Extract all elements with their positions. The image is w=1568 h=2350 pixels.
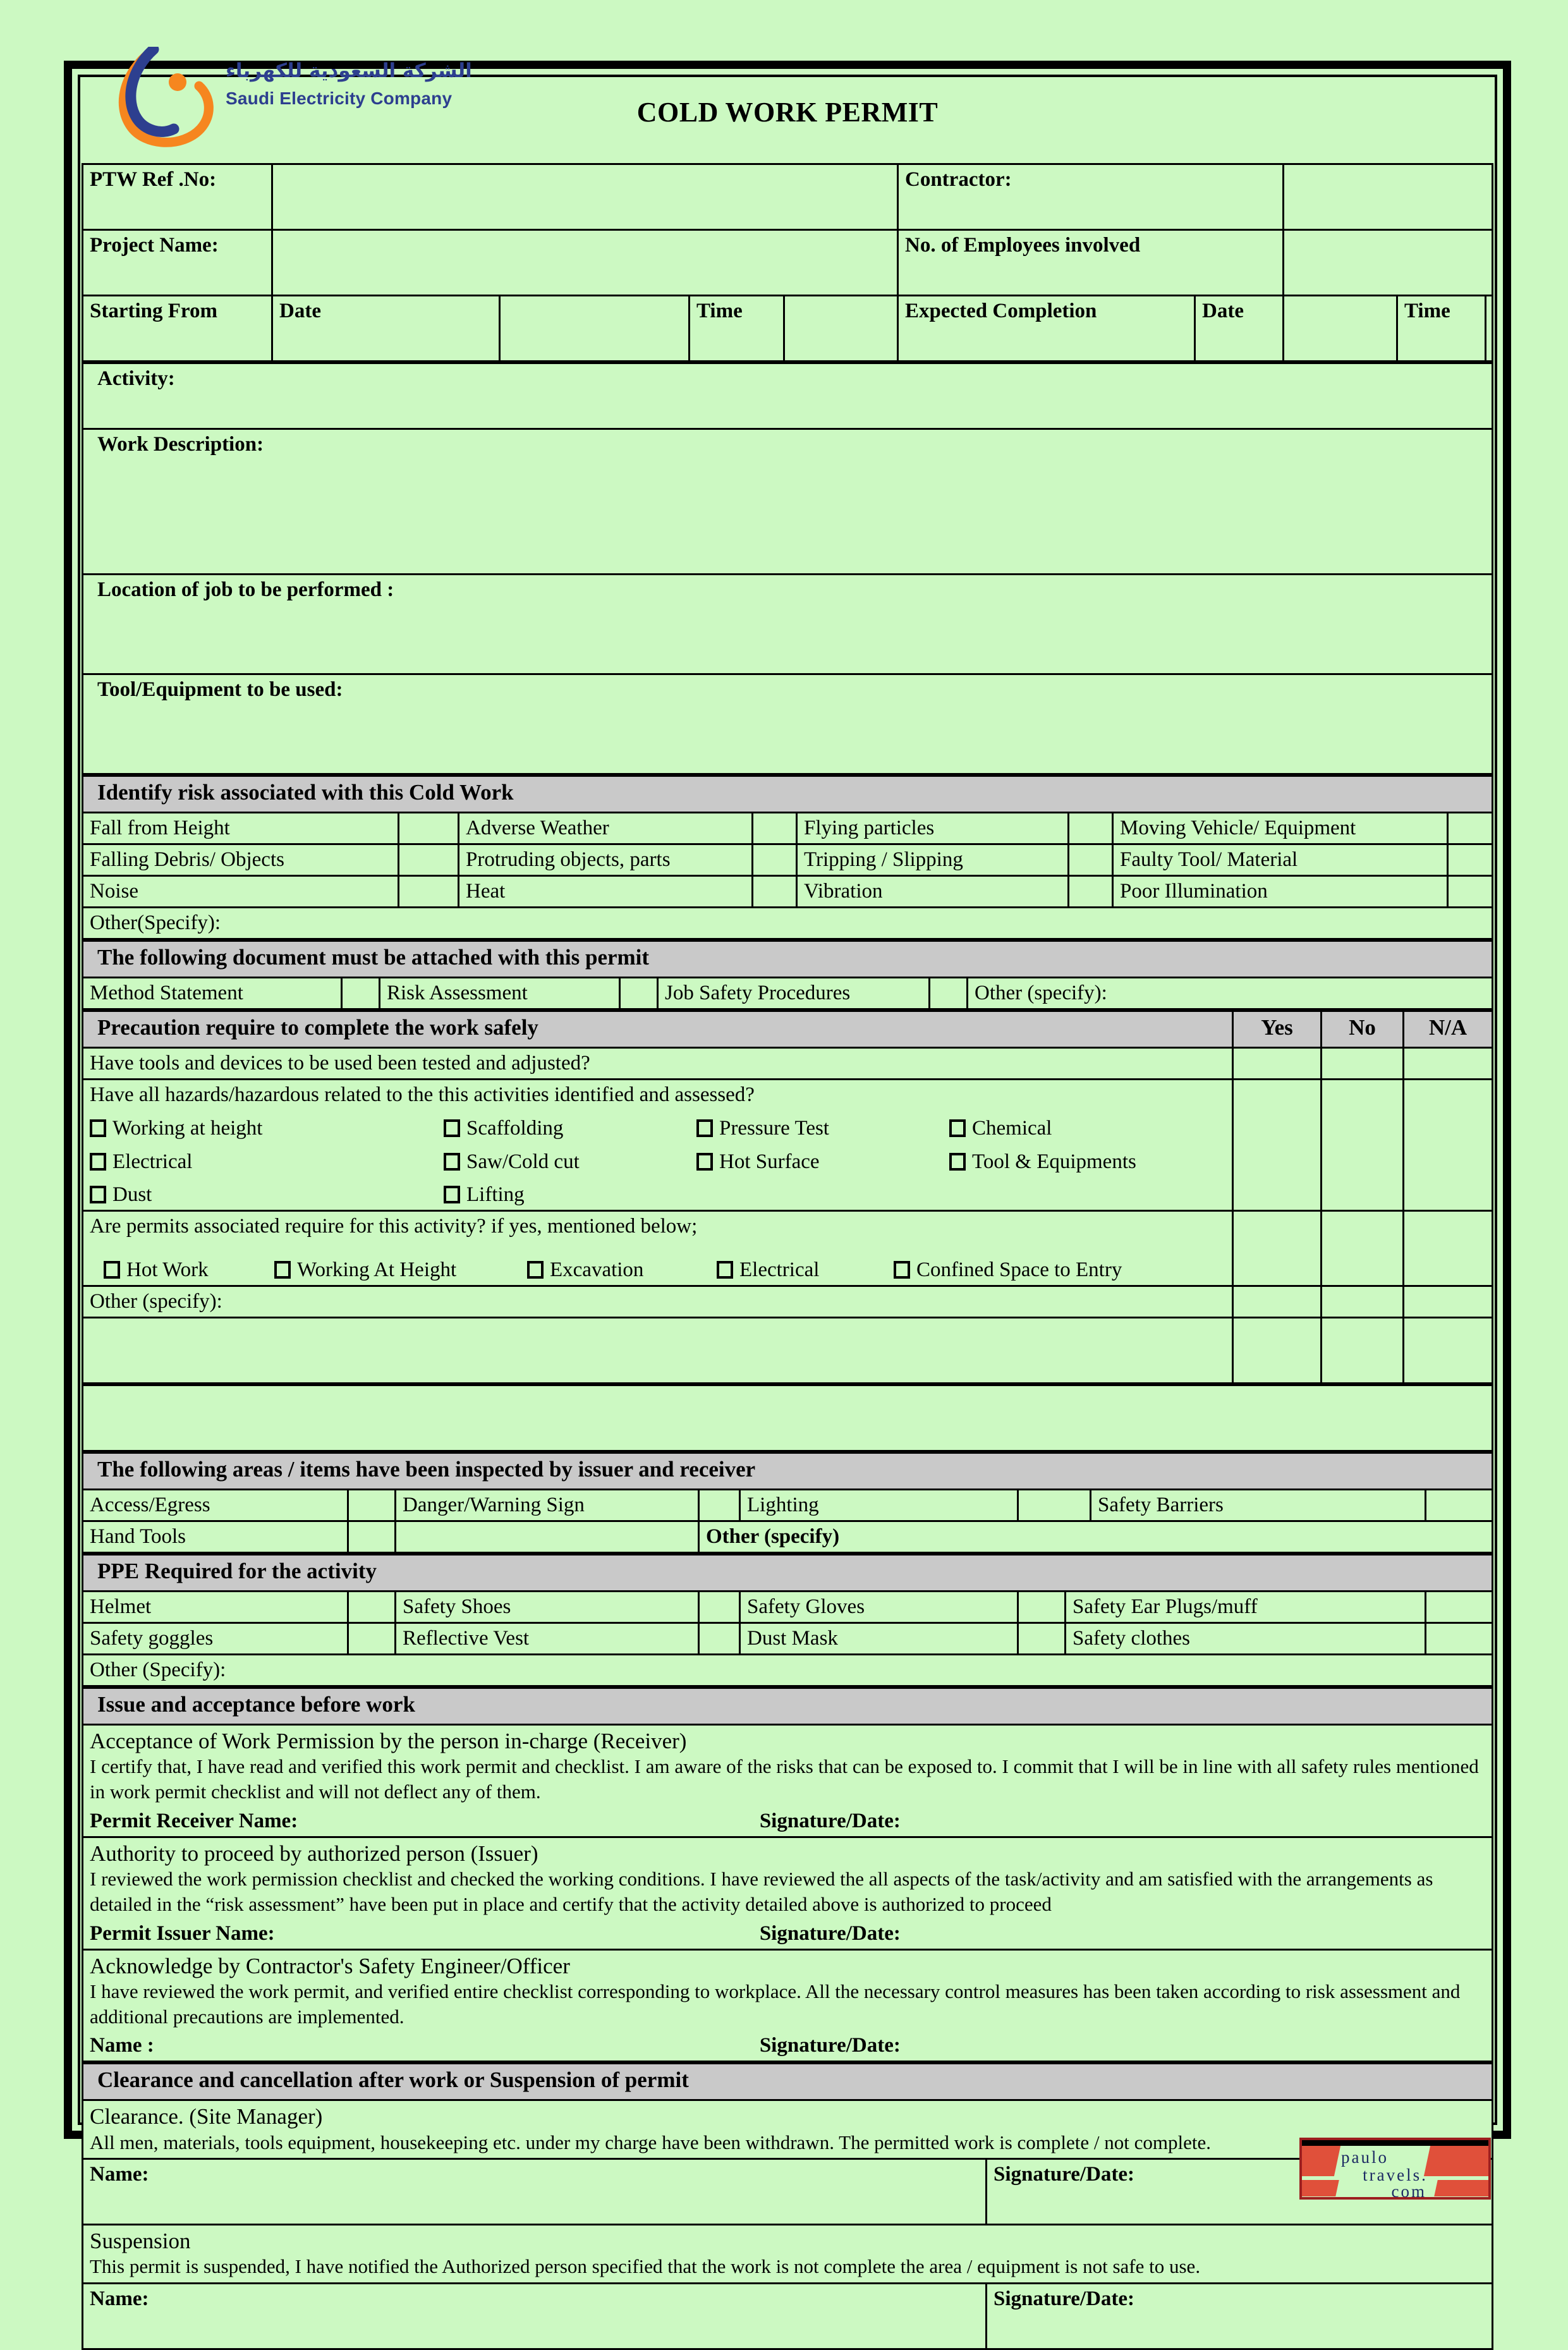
safety-officer-name-label[interactable]: Name : xyxy=(90,2034,154,2057)
table-row xyxy=(83,977,1493,1009)
permit-label: Electrical xyxy=(739,1258,820,1282)
ppe-label: Safety goggles xyxy=(83,1623,348,1655)
table-row xyxy=(83,813,1493,844)
risk-checkbox-cell[interactable] xyxy=(1069,875,1113,907)
permit-item-confined-space[interactable] xyxy=(894,1258,1122,1282)
safety-officer-text: I have reviewed the work permit, and verified entire checklist corresponding to workplace. All the necessary control measures has been taken according to risk assessment and additional precautions are implemented. xyxy=(90,1980,1461,2028)
risk-checkbox-cell[interactable] xyxy=(1069,844,1113,875)
inspection-checkbox-cell[interactable] xyxy=(1018,1490,1091,1521)
risk-label: Faulty Tool/ Material xyxy=(1113,844,1448,875)
ppe-label: Reflective Vest xyxy=(396,1623,699,1655)
risk-label: Flying particles xyxy=(797,813,1069,844)
table-row xyxy=(83,2158,1493,2224)
checkbox-icon[interactable] xyxy=(90,1153,106,1171)
risk-checkbox-cell[interactable] xyxy=(753,875,797,907)
table-row xyxy=(83,907,1493,939)
column-header-yes: Yes xyxy=(1233,1011,1322,1047)
inspection-section-heading: The following areas / items have been inspected by issuer and receiver xyxy=(83,1453,1493,1490)
safety-officer-signature-label[interactable]: Signature/Date: xyxy=(759,2034,901,2057)
ppe-checkbox-cell[interactable] xyxy=(1018,1592,1066,1623)
label-project-name: Project Name: xyxy=(83,230,272,296)
column-header-na: N/A xyxy=(1404,1011,1493,1047)
permit-row xyxy=(90,1258,1225,1282)
table-row xyxy=(83,1688,1493,1724)
hazard-item-dust[interactable] xyxy=(90,1183,444,1207)
checkbox-icon[interactable] xyxy=(444,1119,460,1137)
table-row xyxy=(83,2100,1493,2159)
label-starting-from: Starting From xyxy=(83,296,272,362)
input-project-name[interactable] xyxy=(272,230,898,296)
checkbox-icon[interactable] xyxy=(90,1186,106,1203)
documents-table xyxy=(82,940,1493,1010)
hazard-label: Working at height xyxy=(112,1116,263,1140)
issuer-title: Authority to proceed by authorized person (Issuer) xyxy=(90,1841,538,1866)
inspection-checkbox-cell[interactable] xyxy=(699,1490,740,1521)
answer-cell-na[interactable] xyxy=(1404,1079,1493,1211)
table-row xyxy=(83,1453,1493,1490)
answer-cell-no[interactable] xyxy=(1322,1079,1404,1211)
precaution-question-permits: Are permits associated require for this activity? if yes, mentioned below; xyxy=(90,1215,698,1238)
field-work-description[interactable]: Work Description: xyxy=(83,429,1493,575)
precaution-section-heading: Precaution require to complete the work safely xyxy=(83,1011,1233,1047)
label-completion-date: Date xyxy=(1195,296,1284,362)
table-row xyxy=(83,674,1493,774)
description-table xyxy=(82,362,1493,775)
table-row xyxy=(83,844,1493,875)
clearance-title: Clearance. (Site Manager) xyxy=(90,2104,323,2129)
issuer-name-label[interactable]: Permit Issuer Name: xyxy=(90,1921,275,1945)
hazard-label: Scaffolding xyxy=(466,1116,564,1140)
table-row xyxy=(83,296,1493,362)
checkbox-icon[interactable] xyxy=(949,1119,966,1137)
checkbox-icon[interactable] xyxy=(274,1261,291,1279)
ppe-checkbox-cell[interactable] xyxy=(699,1592,740,1623)
table-row xyxy=(83,1079,1493,1211)
table-row xyxy=(83,575,1493,674)
answer-cell-na[interactable] xyxy=(1404,1286,1493,1318)
hazard-label: Electrical xyxy=(112,1150,193,1173)
receiver-signature-label[interactable]: Signature/Date: xyxy=(759,1809,901,1832)
precaution-extra-blank-row[interactable] xyxy=(83,1385,1493,1451)
answer-cell-yes[interactable] xyxy=(1233,1286,1322,1318)
table-row xyxy=(83,1555,1493,1592)
ppe-section-heading: PPE Required for the activity xyxy=(83,1555,1493,1592)
inspection-label: Access/Egress xyxy=(83,1490,348,1521)
hazard-label: Chemical xyxy=(972,1116,1052,1140)
hazard-item-electrical[interactable] xyxy=(90,1150,444,1174)
risk-checkbox-cell[interactable] xyxy=(1069,813,1113,844)
risk-table xyxy=(82,775,1493,940)
documents-section-heading: The following document must be attached with this permit xyxy=(83,941,1493,977)
hazard-item-pressure-test[interactable] xyxy=(696,1116,949,1141)
table-row xyxy=(83,1521,1493,1553)
checkbox-icon[interactable] xyxy=(696,1119,713,1137)
suspension-signature-field[interactable]: Signature/Date: xyxy=(987,2283,1493,2349)
issue-section-heading: Issue and acceptance before work xyxy=(83,1688,1493,1724)
permit-checklist-cell xyxy=(83,1211,1233,1286)
input-start-time[interactable] xyxy=(784,296,898,362)
checkbox-icon[interactable] xyxy=(444,1153,460,1171)
label-contractor: Contractor: xyxy=(898,164,1284,230)
inspection-other-field[interactable]: Other (specify) xyxy=(699,1521,1493,1553)
ppe-checkbox-cell[interactable] xyxy=(1426,1592,1493,1623)
document-checkbox-cell[interactable] xyxy=(930,977,968,1009)
hazard-label: Lifting xyxy=(466,1183,525,1207)
table-row xyxy=(83,429,1493,575)
risk-label: Poor Illumination xyxy=(1113,875,1448,907)
permit-label: Excavation xyxy=(550,1258,644,1282)
ppe-label: Safety Ear Plugs/muff xyxy=(1066,1592,1426,1623)
permit-item-hot-work[interactable] xyxy=(104,1258,274,1282)
table-row xyxy=(83,2283,1493,2349)
table-row xyxy=(83,1654,1493,1686)
document-label: Job Safety Procedures xyxy=(658,977,930,1009)
answer-cell-no[interactable] xyxy=(1322,1318,1404,1384)
table-row xyxy=(83,1623,1493,1655)
risk-section-heading: Identify risk associated with this Cold Work xyxy=(83,776,1493,813)
ppe-other-field[interactable]: Other (Specify): xyxy=(83,1654,1493,1686)
input-contractor[interactable] xyxy=(1284,164,1493,230)
answer-cell-no[interactable] xyxy=(1322,1047,1404,1079)
risk-label: Noise xyxy=(83,875,399,907)
inspection-table xyxy=(82,1452,1493,1554)
hazard-label: Saw/Cold cut xyxy=(466,1150,580,1173)
risk-label: Heat xyxy=(459,875,753,907)
answer-cell-na[interactable] xyxy=(1404,1047,1493,1079)
label-ptw-ref: PTW Ref .No: xyxy=(83,164,272,230)
receiver-text: I certify that, I have read and verified this work permit and checklist. I am aware of the risks that can be exposed to. I commit that I will be in line with all safety rules mentioned in work permit checklist and will not deflect any of them. xyxy=(90,1755,1479,1803)
suspension-name-field[interactable]: Name: xyxy=(83,2283,987,2349)
table-row xyxy=(83,1011,1493,1047)
document-label: Risk Assessment xyxy=(380,977,620,1009)
receiver-block xyxy=(83,1724,1493,1837)
clearance-block xyxy=(83,2100,1493,2159)
risk-checkbox-cell[interactable] xyxy=(399,844,459,875)
precaution-question-tools: Have tools and devices to be used been tested and adjusted? xyxy=(83,1047,1233,1079)
suspension-block xyxy=(83,2224,1493,2283)
suspension-text: This permit is suspended, I have notified the Authorized person specified that the work is not complete the area / equipment is not safe to use. xyxy=(90,2255,1201,2278)
permit-label: Confined Space to Entry xyxy=(916,1258,1122,1282)
table-row xyxy=(83,1211,1493,1286)
precaution-question-hazards: Have all hazards/hazardous related to the this activities identified and assessed? xyxy=(90,1083,755,1106)
safety-officer-block xyxy=(83,1949,1493,2062)
header-fields-table xyxy=(82,163,1493,362)
precaution-other-field[interactable]: Other (specify): xyxy=(83,1286,1233,1318)
precaution-blank-row[interactable] xyxy=(83,1318,1233,1384)
input-start-date[interactable] xyxy=(500,296,690,362)
checkbox-icon[interactable] xyxy=(104,1261,120,1279)
table-row xyxy=(83,1837,1493,1949)
ppe-checkbox-cell[interactable] xyxy=(348,1592,396,1623)
ppe-label: Helmet xyxy=(83,1592,348,1623)
watermark-line-3: com xyxy=(1391,2182,1426,2200)
hazard-item-hot-surface[interactable] xyxy=(696,1150,949,1174)
inspection-blank-cell[interactable] xyxy=(396,1521,699,1553)
table-row xyxy=(83,1949,1493,2062)
hazard-row xyxy=(90,1150,1225,1174)
clearance-section-heading: Clearance and cancellation after work or Suspension of permit xyxy=(83,2064,1493,2100)
risk-other-field[interactable]: Other(Specify): xyxy=(83,907,1493,939)
receiver-title: Acceptance of Work Permission by the person in-charge (Receiver) xyxy=(90,1728,687,1753)
field-activity[interactable]: Activity: xyxy=(83,363,1493,429)
document-checkbox-cell[interactable] xyxy=(620,977,658,1009)
logo-english-text: Saudi Electricity Company xyxy=(226,88,453,108)
receiver-name-label[interactable]: Permit Receiver Name: xyxy=(90,1809,298,1832)
ppe-table xyxy=(82,1554,1493,1687)
field-tools[interactable]: Tool/Equipment to be used: xyxy=(83,674,1493,774)
risk-label: Tripping / Slipping xyxy=(797,844,1069,875)
input-ptw-ref[interactable] xyxy=(272,164,898,230)
table-row xyxy=(83,1490,1493,1521)
risk-label: Vibration xyxy=(797,875,1069,907)
answer-cell-na[interactable] xyxy=(1404,1211,1493,1286)
page-title: COLD WORK PERMIT xyxy=(636,97,939,128)
permit-label: Hot Work xyxy=(126,1258,209,1282)
permit-item-working-at-height[interactable] xyxy=(274,1258,527,1282)
document-label: Method Statement xyxy=(83,977,342,1009)
hazard-row xyxy=(90,1183,1225,1207)
risk-checkbox-cell[interactable] xyxy=(753,813,797,844)
risk-label: Adverse Weather xyxy=(459,813,753,844)
issuer-block xyxy=(83,1837,1493,1949)
inspection-label: Lighting xyxy=(740,1490,1018,1521)
ppe-label: Dust Mask xyxy=(740,1623,1018,1655)
ppe-checkbox-cell[interactable] xyxy=(348,1623,396,1655)
inspection-label-hand-tools: Hand Tools xyxy=(83,1521,348,1553)
document-other-field[interactable]: Other (specify): xyxy=(968,977,1493,1009)
table-row xyxy=(83,1724,1493,1837)
hazard-label: Pressure Test xyxy=(719,1116,829,1140)
column-header-no: No xyxy=(1322,1011,1404,1047)
risk-label: Fall from Height xyxy=(83,813,399,844)
ppe-checkbox-cell[interactable] xyxy=(1426,1623,1493,1655)
risk-checkbox-cell[interactable] xyxy=(399,813,459,844)
hazard-label: Tool & Equipments xyxy=(972,1150,1136,1173)
risk-checkbox-cell[interactable] xyxy=(399,875,459,907)
ppe-checkbox-cell[interactable] xyxy=(699,1623,740,1655)
watermark-line-2: travels. xyxy=(1363,2165,1428,2184)
label-expected-completion: Expected Completion xyxy=(898,296,1195,362)
hazard-row xyxy=(90,1116,1225,1141)
answer-cell-yes[interactable] xyxy=(1233,1047,1322,1079)
risk-label: Falling Debris/ Objects xyxy=(83,844,399,875)
table-row xyxy=(83,1318,1493,1384)
ppe-label: Safety Gloves xyxy=(740,1592,1018,1623)
input-completion-date[interactable] xyxy=(1284,296,1397,362)
table-row xyxy=(83,164,1493,230)
issue-acceptance-table xyxy=(82,1687,1493,2062)
hazard-item-tool-equipments[interactable] xyxy=(949,1150,1136,1174)
inspection-label: Danger/Warning Sign xyxy=(396,1490,699,1521)
answer-cell-na[interactable] xyxy=(1404,1318,1493,1384)
table-row xyxy=(83,1592,1493,1623)
answer-cell-yes[interactable] xyxy=(1233,1079,1322,1211)
clearance-text: All men, materials, tools equipment, housekeeping etc. under my charge have been withdrawn. The permitted work is complete / not complete. xyxy=(90,2131,1211,2153)
hazard-label: Hot Surface xyxy=(719,1150,820,1173)
hazard-item-lifting[interactable] xyxy=(444,1183,525,1207)
answer-cell-no[interactable] xyxy=(1322,1211,1404,1286)
safety-officer-signature-row xyxy=(90,2033,1485,2058)
input-employees[interactable] xyxy=(1284,230,1493,296)
label-employees: No. of Employees involved xyxy=(898,230,1284,296)
checkbox-icon[interactable] xyxy=(90,1119,106,1137)
hazard-item-scaffolding[interactable] xyxy=(444,1116,696,1141)
label-start-time: Time xyxy=(690,296,784,362)
input-completion-time[interactable] xyxy=(1486,296,1493,362)
suspension-title: Suspension xyxy=(90,2228,191,2253)
watermark xyxy=(1299,2138,1491,2200)
checkbox-icon[interactable] xyxy=(527,1261,544,1279)
checkbox-icon[interactable] xyxy=(696,1153,713,1171)
risk-checkbox-cell[interactable] xyxy=(753,844,797,875)
table-row xyxy=(83,230,1493,296)
precaution-table xyxy=(82,1010,1493,1385)
clearance-signature-field[interactable]: Signature/Date: xyxy=(987,2158,1493,2224)
document-checkbox-cell[interactable] xyxy=(342,977,380,1009)
answer-cell-no[interactable] xyxy=(1322,1286,1404,1318)
permit-label: Working At Height xyxy=(297,1258,457,1282)
watermark-black-bar xyxy=(1302,2140,1488,2146)
risk-label: Moving Vehicle/ Equipment xyxy=(1113,813,1448,844)
issuer-text: I reviewed the work permission checklist and checked the working conditions. I have reviewed the all aspects of the task/activity and am satisfied with the arrangements as detailed in the “risk assessment” have been put in place and certify that the activity detailed above is authorized to proceed xyxy=(90,1868,1433,1916)
risk-checkbox-cell[interactable] xyxy=(1448,813,1493,844)
inspection-checkbox-cell[interactable] xyxy=(1426,1490,1493,1521)
hazard-item-working-at-height[interactable] xyxy=(90,1116,444,1141)
risk-checkbox-cell[interactable] xyxy=(1448,844,1493,875)
permit-item-electrical[interactable] xyxy=(717,1258,894,1282)
document-header xyxy=(80,59,1495,163)
logo-arabic-text: الشركة السعودية للكهرباء xyxy=(226,59,472,82)
answer-cell-yes[interactable] xyxy=(1233,1211,1322,1286)
clearance-name-field[interactable]: Name: xyxy=(83,2158,987,2224)
answer-cell-yes[interactable] xyxy=(1233,1318,1322,1384)
inspection-checkbox-cell[interactable] xyxy=(348,1490,396,1521)
checkbox-icon[interactable] xyxy=(894,1261,910,1279)
table-row xyxy=(83,2224,1493,2283)
table-row xyxy=(83,2064,1493,2100)
hazard-label: Dust xyxy=(112,1183,152,1207)
field-location[interactable]: Location of job to be performed : xyxy=(83,575,1493,674)
issuer-signature-label[interactable]: Signature/Date: xyxy=(759,1921,901,1945)
issuer-signature-row xyxy=(90,1921,1485,1946)
receiver-signature-row xyxy=(90,1809,1485,1834)
table-row xyxy=(83,776,1493,813)
checkbox-icon[interactable] xyxy=(444,1186,460,1203)
label-completion-time: Time xyxy=(1397,296,1486,362)
table-row xyxy=(83,1047,1493,1079)
watermark-line-1: paulo xyxy=(1341,2148,1389,2167)
hazard-checklist-cell xyxy=(83,1079,1233,1211)
inspection-label: Safety Barriers xyxy=(1091,1490,1426,1521)
inspection-checkbox-cell[interactable] xyxy=(348,1521,396,1553)
label-start-date: Date xyxy=(272,296,500,362)
table-row xyxy=(83,1385,1493,1451)
precaution-spacer-table xyxy=(82,1384,1493,1452)
table-row xyxy=(83,941,1493,977)
checkbox-icon[interactable] xyxy=(949,1153,966,1171)
permit-item-excavation[interactable] xyxy=(527,1258,717,1282)
risk-checkbox-cell[interactable] xyxy=(1448,875,1493,907)
risk-label: Protruding objects, parts xyxy=(459,844,753,875)
table-row xyxy=(83,1286,1493,1318)
ppe-label: Safety clothes xyxy=(1066,1623,1426,1655)
table-row xyxy=(83,875,1493,907)
table-row xyxy=(83,363,1493,429)
clearance-table xyxy=(82,2062,1493,2349)
safety-officer-title: Acknowledge by Contractor's Safety Engineer/Officer xyxy=(90,1953,570,1978)
ppe-checkbox-cell[interactable] xyxy=(1018,1623,1066,1655)
hazard-item-chemical[interactable] xyxy=(949,1116,1052,1141)
hazard-item-saw-cold-cut[interactable] xyxy=(444,1150,696,1174)
ppe-label: Safety Shoes xyxy=(396,1592,699,1623)
checkbox-icon[interactable] xyxy=(717,1261,733,1279)
